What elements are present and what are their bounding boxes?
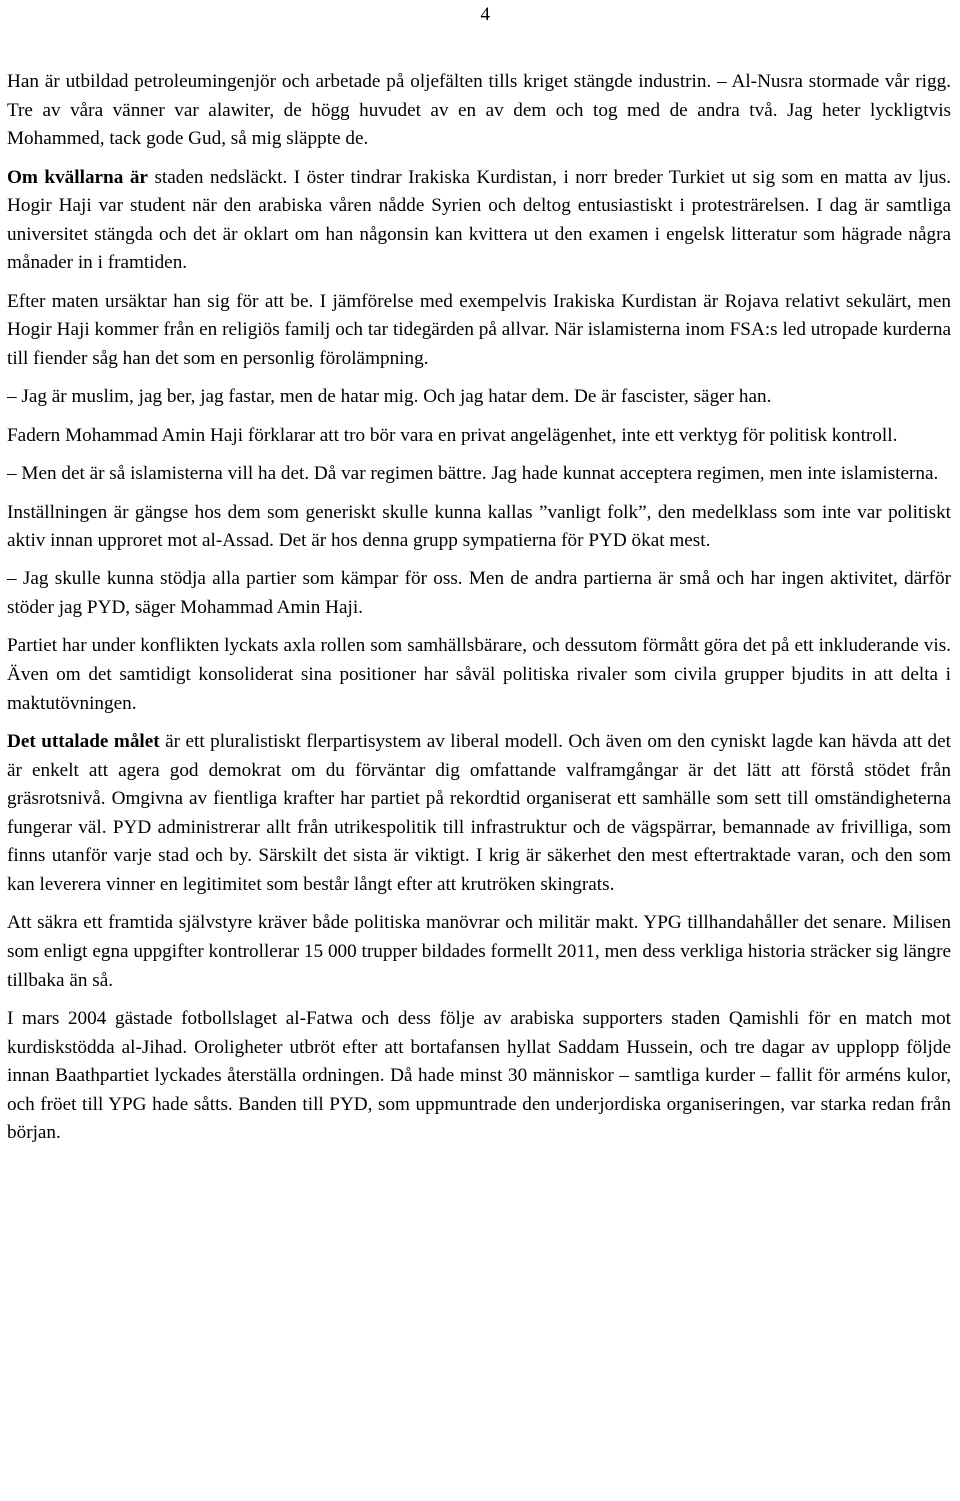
paragraph-8 <box>7 565 951 622</box>
paragraph-12 <box>7 1005 951 1148</box>
paragraph-text: Att säkra ett framtida självstyre kräver både politiska manövrar och militär makt. YPG tillhandahåller det senare. Milisen som enligt egna uppgifter kontrollerar 15 000 trupper bildades formellt 2011, men dess verkliga historia sträcker sig längre tillbaka än så. <box>7 912 951 991</box>
paragraph-2 <box>7 164 951 278</box>
paragraph-text: Fadern Mohammad Amin Haji förklarar att tro bör vara en privat angelägenhet, inte ett verktyg för politisk kontroll. <box>7 424 898 446</box>
paragraph-text: Partiet har under konflikten lyckats axla rollen som samhällsbärare, och dessutom förmått göra det på ett inkluderande vis. Även om det samtidigt konsoliderat sina positioner har såväl politiska rivaler som civila grupper bjudits in att delta i maktutövningen. <box>7 635 951 714</box>
paragraph-text: Han är utbildad petroleumingenjör och arbetade på oljefälten tills kriget stängde industrin. – Al-Nusra stormade vår rigg. Tre av våra vänner var alawiter, de högg huvudet av en av dem och tog med de andra två. Jag heter lyckligtvis Mohammed, tack gode Gud, så mig släppte de. <box>7 71 951 150</box>
paragraph-4 <box>7 383 951 412</box>
article-body <box>7 68 951 1158</box>
paragraph-text: Efter maten ursäktar han sig för att be. I jämförelse med exempelvis Irakiska Kurdistan är Rojava relativt sekulärt, men Hogir Haji kommer från en religiös familj och tar tidegärden på allvar. När islamisterna inom FSA:s led utropade kurderna till fiender såg han det som en personlig förolämpning. <box>7 290 951 369</box>
paragraph-text: är ett pluralistiskt flerpartisystem av liberal modell. Och även om den cyniskt lagde kan hävda att det är enkelt att agera god demokrat om du förväntar dig omfattande valframgångar är det lätt att förstå stödet från gräsrotsnivå. Omgivna av fientliga krafter har partiet på rekordtid organiserat ett samhälle som sett till omständigheterna fungerar väl. PYD administrerar allt från utrikespolitik till infrastruktur och de vägspärrar, bemannade av frivilliga, som finns utanför varje stad och by. Särskilt det sista är viktigt. I krig är säkerhet den mest eftertraktade varan, och den som kan leverera vinner en legitimitet som består långt efter att krutröken skingrats. <box>7 731 951 896</box>
paragraph-text: – Jag skulle kunna stödja alla partier som kämpar för oss. Men de andra partierna är små och har ingen aktivitet, därför stöder jag PYD, säger Mohammad Amin Haji. <box>7 568 951 619</box>
paragraph-10 <box>7 728 951 900</box>
paragraph-text: I mars 2004 gästade fotbollslaget al-Fatwa och dess följe av arabiska supporters staden Qamishli för en match mot kurdiskstödda al-Jihad. Oroligheter utbröt efter att bortafansen hyllat Saddam Hussein, och tre dagar av upplopp följde innan Baathpartiet lyckades återställa ordningen. Då hade minst 30 människor – samtliga kurder – fallit för arméns kulor, och fröet till YPG hade såtts. Banden till PYD, som uppmuntrade den underjordiska organiseringen, var starka redan från början. <box>7 1007 951 1144</box>
paragraph-1 <box>7 68 951 154</box>
paragraph-text: staden nedsläckt. I öster tindrar Irakiska Kurdistan, i norr breder Turkiet ut sig som en matta av ljus. Hogir Haji var student när den arabiska våren nådde Syrien och deltog entusiastiskt i protesträrelsen. I dag är samtliga universitet stängda och det är oklart om han någonsin kan kvittera ut den examen i engelsk litteratur som hägrade några månader in i framtiden. <box>7 166 951 274</box>
paragraph-text: – Men det är så islamisterna vill ha det. Då var regimen bättre. Jag hade kunnat acceptera regimen, men inte islamisterna. <box>7 463 939 485</box>
paragraph-9 <box>7 632 951 718</box>
page-number: 4 <box>480 4 490 25</box>
paragraph-lead: Det uttalade målet <box>7 731 160 753</box>
paragraph-text: Inställningen är gängse hos dem som generiskt skulle kunna kallas ”vanligt folk”, den medelklass som inte var politiskt aktiv innan upproret mot al-Assad. Det är hos denna grupp sympatierna för PYD ökat mest. <box>7 501 951 552</box>
paragraph-text: – Jag är muslim, jag ber, jag fastar, men de hatar mig. Och jag hatar dem. De är fascister, säger han. <box>7 386 772 408</box>
paragraph-3 <box>7 288 951 374</box>
paragraph-lead: Om kvällarna är <box>7 166 148 188</box>
paragraph-11 <box>7 909 951 995</box>
paragraph-5 <box>7 422 951 451</box>
paragraph-7 <box>7 499 951 556</box>
paragraph-6 <box>7 460 951 489</box>
